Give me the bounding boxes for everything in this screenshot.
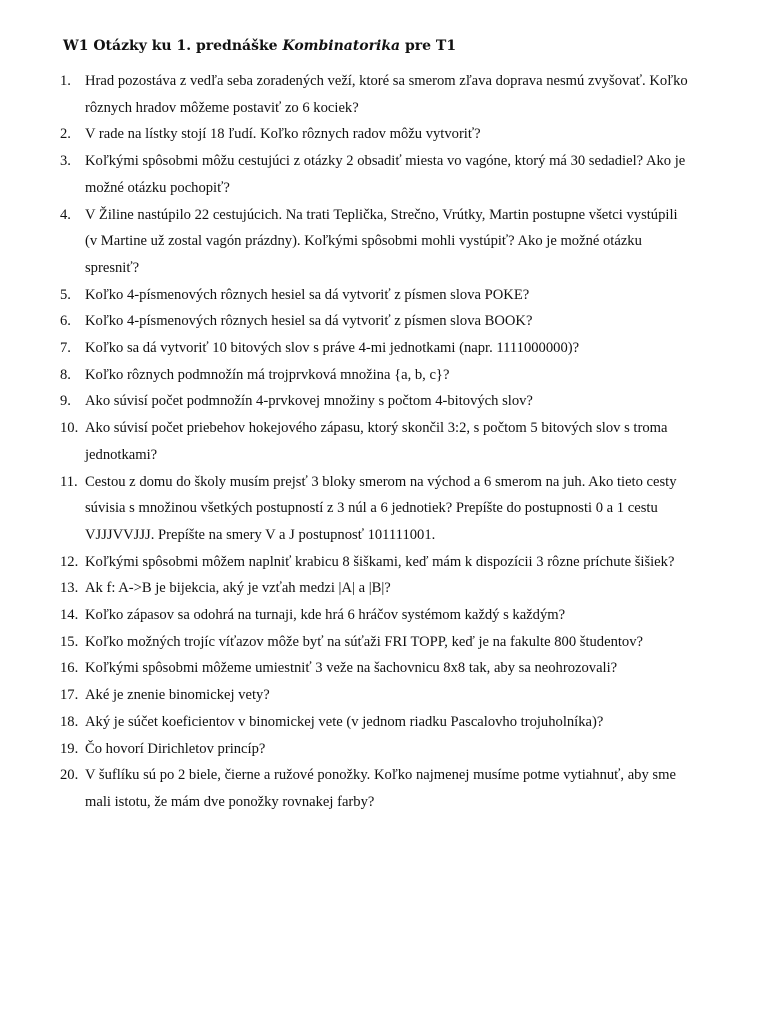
question-number: 20. [60,767,79,784]
question-number: 1. [60,73,71,89]
question-text: V šuflíku sú po 2 biele, čierne a ružové ponožky. Koľko najmenej musíme potme vytiahnuť, aby sme mali istotu, že mám dve ponožky rovnakej farby? [85,767,676,810]
question-number: 9. [60,393,71,410]
question-list [60,68,720,816]
question-item [60,682,720,709]
question-item [60,709,720,736]
question-number: 15. [60,633,79,650]
question-item [60,762,720,815]
question-item [60,736,720,763]
question-item [60,469,720,549]
question-item [60,602,720,629]
question-number: 3. [60,153,71,170]
question-number: 8. [60,366,71,383]
question-text: Aký je súčet koeficientov v binomickej vete (v jednom riadku Pascalovho trojuholníka)? [85,713,604,730]
question-number: 7. [60,340,71,357]
question-item [60,388,720,415]
question-number: 11. [60,473,78,490]
question-text: Ako súvisí počet priebehov hokejového zápasu, ktorý skončil 3:2, s počtom 5 bitových slov s troma jednotkami? [85,420,668,463]
question-text: Koľko rôznych podmnožín má trojprvková množina {a, b, c}? [85,366,450,383]
question-number: 2. [60,126,71,143]
document-title [63,37,456,55]
question-number: 17. [60,687,79,704]
question-text: Čo hovorí Dirichletov princíp? [85,740,266,757]
title-suffix: pre T1 [400,38,457,54]
question-number: 5. [60,286,71,303]
question-item [60,282,720,309]
question-number: 4. [60,206,71,223]
question-text: V rade na lístky stojí 18 ľudí. Koľko rôznych radov môžu vytvoriť? [85,126,481,143]
question-text: Cestou z domu do školy musím prejsť 3 bloky smerom na východ a 6 smerom na juh. Ako tieto cesty súvisia s množinou všetkých postupností z 3 núl a 6 jednotiek? Prepíšte do postupnosti 0 a 1 cestu VJJJVVJJJ. Prepíšte na smery V a J postupnosť 101111001. [85,473,677,543]
question-text: Ako súvisí počet podmnožín 4-prvkovej množiny s počtom 4-bitových slov? [85,393,533,410]
question-item [60,575,720,602]
question-number: 16. [60,660,79,677]
question-item [60,415,720,468]
question-text: Aké je znenie binomickej vety? [85,687,270,704]
question-text: V Žiline nastúpilo 22 cestujúcich. Na trati Teplička, Strečno, Vrútky, Martin postupne všetci vystúpili (v Martine už zostal vagón prázdny). Koľkými spôsobmi mohli vystúpiť? Ako je možné otázku spresniť? [85,206,678,276]
question-text: Koľko 4-písmenových rôznych hesiel sa dá vytvoriť z písmen slova POKE? [85,286,530,303]
question-item [60,202,720,282]
question-item [60,308,720,335]
title-prefix: W1 Otázky ku 1. prednáške [63,38,283,54]
question-text: Koľko 4-písmenových rôznych hesiel sa dá vytvoriť z písmen slova BOOK? [85,313,533,330]
question-text: Hrad pozostáva z vedľa seba zoradených veží, ktoré sa smerom zľava doprava nesmú zvyšovať. Koľko rôznych hradov môžeme postaviť zo 6 kociek? [85,73,688,116]
question-number: 18. [60,713,79,730]
question-item [60,549,720,576]
question-number: 6. [60,313,71,330]
question-text: Koľko možných trojíc víťazov môže byť na súťaži FRI TOPP, keď je na fakulte 800 študentov? [85,633,643,650]
question-text: Koľkými spôsobmi môžeme umiestniť 3 veže na šachovnicu 8x8 tak, aby sa neohrozovali? [85,660,618,677]
question-text: Koľko sa dá vytvoriť 10 bitových slov s práve 4-mi jednotkami (napr. 1111000000)? [85,340,580,357]
question-item [60,68,720,121]
question-text: Koľkými spôsobmi môžem naplniť krabicu 8 šiškami, keď mám k dispozícii 3 rôzne príchute šišiek? [85,553,675,570]
question-item [60,629,720,656]
question-number: 13. [60,580,79,597]
question-number: 10. [60,420,79,437]
question-number: 19. [60,740,79,757]
question-text: Koľkými spôsobmi môžu cestujúci z otázky 2 obsadiť miesta vo vagóne, ktorý má 30 sedadiel? Ako je možné otázku pochopiť? [85,153,686,196]
title-italic: Kombinatorika [282,38,401,54]
question-text: Koľko zápasov sa odohrá na turnaji, kde hrá 6 hráčov systémom každý s každým? [85,607,566,624]
question-item [60,148,720,201]
question-item [60,362,720,389]
question-number: 12. [60,553,79,570]
question-item [60,335,720,362]
question-text: Ak f: A->B je bijekcia, aký je vzťah medzi |A| a |B|? [85,580,391,597]
question-item [60,655,720,682]
question-item [60,121,720,148]
question-number: 14. [60,607,79,624]
